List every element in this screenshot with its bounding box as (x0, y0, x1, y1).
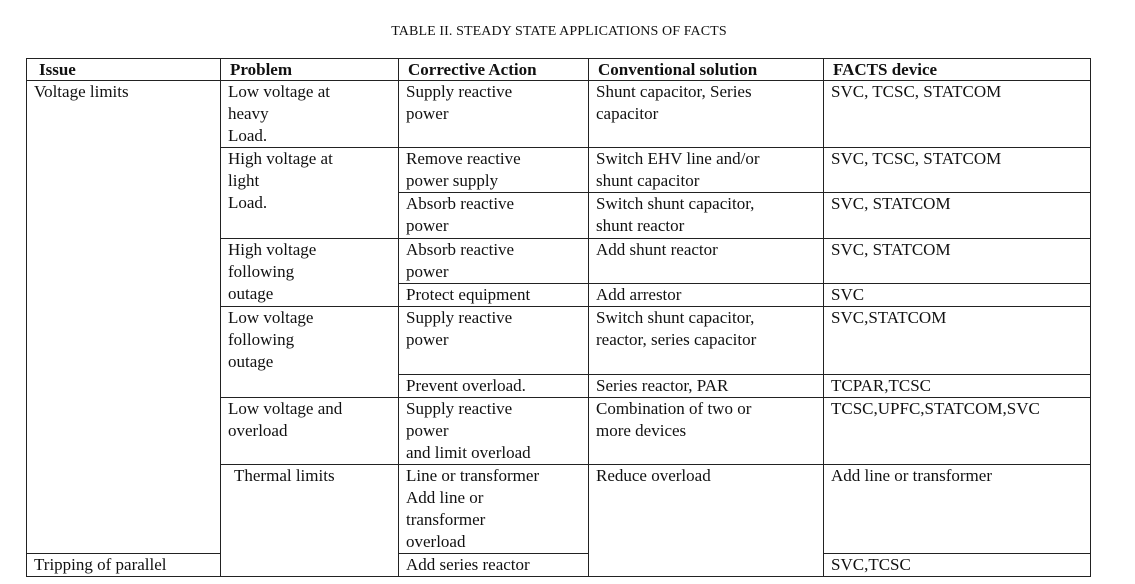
cell-text-line: power (406, 330, 449, 349)
problem-cell (221, 398, 399, 465)
cell-text-line: outage (228, 352, 274, 371)
cell-text-line: Supply reactive (406, 82, 513, 101)
cell-text-line: power (406, 421, 449, 440)
cell-text-line: High voltage (228, 240, 317, 259)
cell-text-line: light (228, 171, 260, 190)
cell-text-line: Switch shunt capacitor, (596, 194, 755, 213)
device-cell: SVC, STATCOM (824, 193, 1091, 239)
cell-text-line: outage (228, 284, 274, 303)
cell-text-line: Line or transformer (406, 466, 540, 485)
cell-text-line: and limit overload (406, 443, 531, 462)
cell-text-line: reactor, series capacitor (596, 330, 757, 349)
header-problem: Problem (221, 59, 399, 81)
header-facts-device: FACTS device (824, 59, 1091, 81)
solution-cell: Add arrestor (589, 284, 824, 307)
header-issue: Issue (27, 59, 221, 81)
solution-cell (589, 148, 824, 193)
solution-cell (589, 307, 824, 375)
cell-text-line: following (228, 330, 295, 349)
cell-text-line: Shunt capacitor, Series (596, 82, 752, 101)
cell-text-line: High voltage at (228, 149, 333, 168)
cell-text-line: Switch shunt capacitor, (596, 308, 755, 327)
header-conventional-solution: Conventional solution (589, 59, 824, 81)
header-row (27, 59, 1091, 81)
cell-text-line: shunt capacitor (596, 171, 700, 190)
action-cell: Protect equipment (399, 284, 589, 307)
issue-cell-thermal-limits: Thermal limits (221, 465, 399, 577)
solution-cell: Add series reactor (399, 554, 589, 577)
cell-text-line: following (228, 262, 295, 281)
cell-text-line: Supply reactive (406, 308, 513, 327)
device-cell: SVC (824, 284, 1091, 307)
solution-cell (589, 81, 824, 148)
problem-cell: Tripping of parallel (27, 554, 221, 577)
cell-text-line: power (406, 216, 449, 235)
solution-cell: Add line or transformer (824, 465, 1091, 554)
cell-text-line: Supply reactive (406, 399, 513, 418)
action-cell (399, 239, 589, 284)
cell-text-line: power (406, 104, 449, 123)
problem-cell (221, 239, 399, 307)
device-cell: SVC, STATCOM (824, 239, 1091, 284)
cell-text-line: Low voltage (228, 308, 314, 327)
cell-text-line: Switch EHV line and/or (596, 149, 760, 168)
facts-applications-table (26, 58, 1091, 577)
solution-cell (589, 193, 824, 239)
header-corrective-action: Corrective Action (399, 59, 589, 81)
cell-text-line: shunt reactor (596, 216, 685, 235)
problem-cell (221, 148, 399, 239)
action-cell: Reduce overload (589, 465, 824, 577)
cell-text-line: Combination of two or (596, 399, 752, 418)
cell-text-line: power (406, 262, 449, 281)
action-cell (399, 398, 589, 465)
problem-cell (399, 465, 589, 554)
cell-text-line: Low voltage and (228, 399, 343, 418)
cell-text-line: Absorb reactive (406, 240, 515, 259)
device-cell: SVC, TCSC, STATCOM (824, 148, 1091, 193)
cell-text-line: power supply (406, 171, 499, 190)
device-cell: SVC,STATCOM (824, 307, 1091, 375)
device-cell: TCPAR,TCSC (824, 375, 1091, 398)
cell-text-line: overload (228, 421, 288, 440)
cell-text-line: Remove reactive (406, 149, 521, 168)
table-row (27, 554, 1091, 577)
problem-cell (221, 307, 399, 398)
cell-text-line: heavy (228, 104, 269, 123)
solution-cell: Add shunt reactor (589, 239, 824, 284)
solution-cell: Series reactor, PAR (589, 375, 824, 398)
problem-cell (221, 81, 399, 148)
cell-text-line: Low voltage at (228, 82, 330, 101)
action-cell (399, 193, 589, 239)
cell-text-line: capacitor (596, 104, 659, 123)
solution-cell (589, 398, 824, 465)
action-cell (399, 148, 589, 193)
device-cell: TCSC,UPFC,STATCOM,SVC (824, 398, 1091, 465)
table-caption: TABLE II. STEADY STATE APPLICATIONS OF FACTS (391, 24, 727, 39)
cell-text-line: Absorb reactive (406, 194, 515, 213)
cell-text-line: Add line or (406, 488, 484, 507)
cell-text-line: transformer (406, 510, 486, 529)
device-cell: SVC,TCSC (824, 554, 1091, 577)
cell-text-line: more devices (596, 421, 687, 440)
cell-text-line: Load. (228, 126, 268, 145)
action-cell: Prevent overload. (399, 375, 589, 398)
table-row (27, 81, 1091, 148)
action-cell (399, 307, 589, 375)
cell-text-line: Load. (228, 193, 268, 212)
issue-cell-voltage-limits: Voltage limits (27, 81, 221, 554)
action-cell (399, 81, 589, 148)
device-cell: SVC, TCSC, STATCOM (824, 81, 1091, 148)
cell-text-line: overload (406, 532, 466, 551)
